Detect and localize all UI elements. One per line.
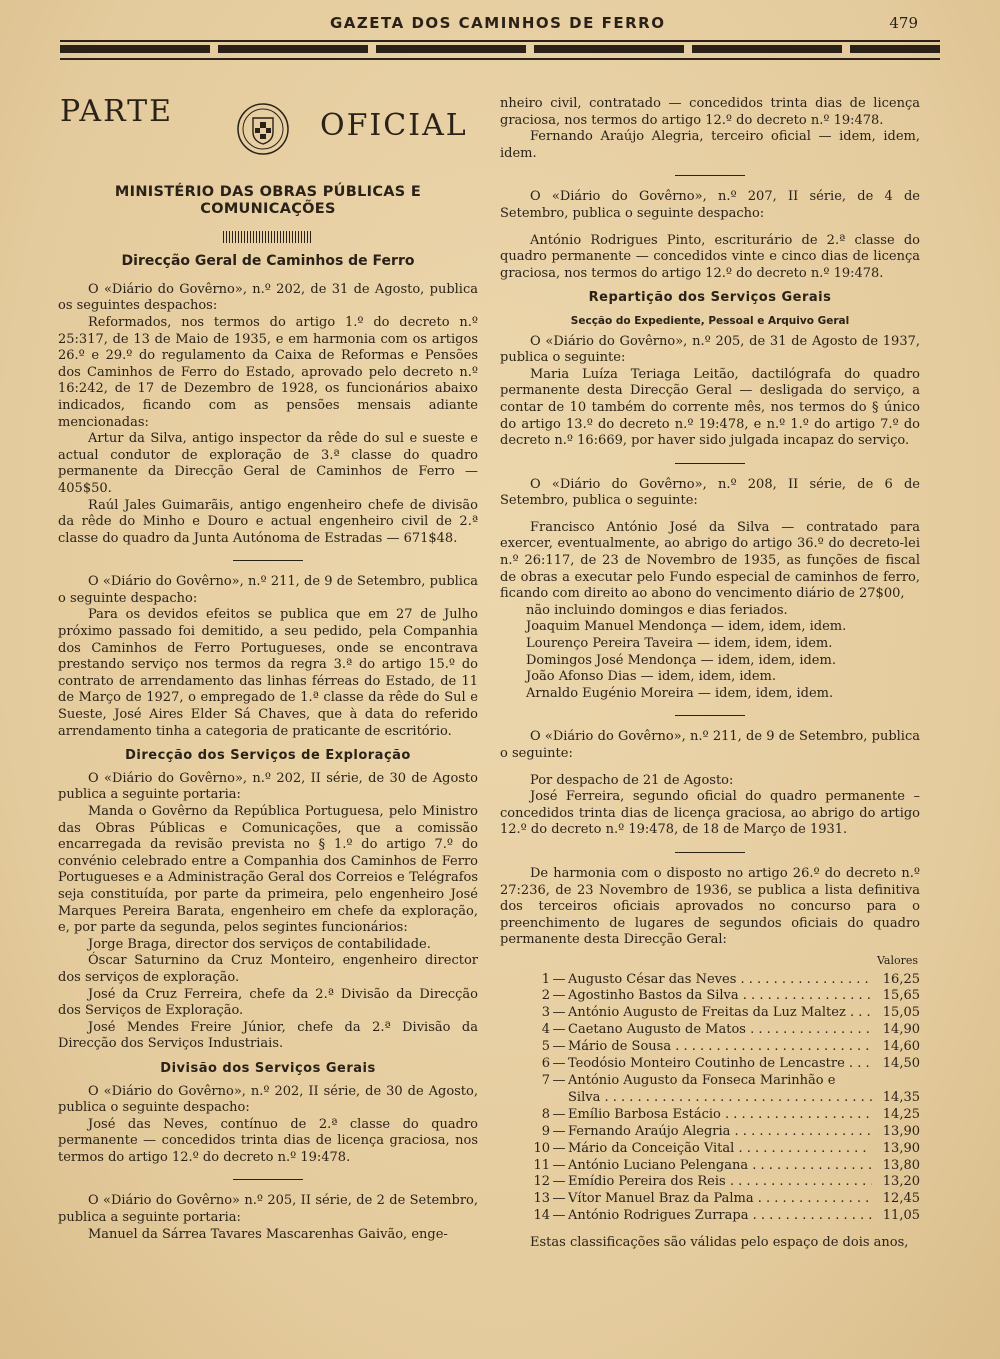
list-item: Joaquim Manuel Mendonça — idem, idem, idem.	[526, 619, 847, 635]
right-column	[500, 96, 920, 1252]
journal-title: GAZETA DOS CAMINHOS DE FERRO	[330, 14, 666, 32]
page-number: 479	[889, 14, 918, 32]
paragraph: O «Diário do Govêrno» n.º 205, II série, de 2 de Setembro, publica a seguinte portaria:	[58, 1193, 478, 1226]
classification-table	[500, 953, 920, 1225]
paragraph: Óscar Saturnino da Cruz Monteiro, engenheiro director dos serviços de exploração.	[58, 953, 478, 985]
paragraph: Artur da Silva, antigo inspector da rêde do sul e sueste e actual condutor de exploração de 3.ª classe do quadro permanente da Direcção Geral de Caminhos de Ferro — 405$50.	[58, 431, 478, 496]
table-row: 5 — Mário de Sousa . . . 14,60	[500, 1039, 920, 1056]
parte-word: PARTE	[60, 94, 174, 129]
oficial-word: OFICIAL	[320, 108, 468, 143]
ministry-heading: MINISTÉRIO DAS OBRAS PÚBLICAS E COMUNICAÇÕES	[114, 184, 422, 217]
list-item: Domingos José Mendonça — idem, idem, idem.	[526, 652, 836, 668]
paragraph: Para os devidos efeitos se publica que em 27 de Julho próximo passado foi demitido, a seu pedido, pela Companhia dos Caminhos de Ferro Portugueses, onde se encontrava prestando serviço nos termos da regra 3.ª do artigo 15.º do contrato de arrendamento das linhas férreas do Estado, de 11 de Março de 1927, o empregado de 1.ª classe da rêde do Sul e Sueste, José Aires Elder Sá Chaves, que à data do referido arrendamento tinha a categoria de praticante de escritório.	[58, 607, 478, 739]
table-row: 12 — Emídio Pereira dos Reis . . . 13,20	[500, 1174, 920, 1191]
separator-rule	[675, 463, 745, 464]
section-heading: Direcção Geral de Caminhos de Ferro	[121, 253, 415, 270]
paragraph: António Rodrigues Pinto, escriturário de 2.ª classe do quadro permanente — concedidos vinte e cinco dias de licença graciosa, nos termos do artigo 12.º do decreto n.º 19:478.	[500, 232, 920, 281]
paragraph: O «Diário do Govêrno», n.º 211, de 9 de Setembro, publica o seguinte:	[500, 729, 920, 761]
subsection-heading: Secção do Expediente, Pessoal e Arquivo Geral	[570, 314, 850, 327]
table-row: 6 — Teodósio Monteiro Coutinho de Lencastre . . . 14,50	[500, 1056, 920, 1073]
list-item: Lourenço Pereira Taveira — idem, idem, idem.	[526, 636, 833, 652]
left-column	[58, 96, 478, 1243]
paragraph: não incluindo domingos e dias feriados.	[526, 602, 788, 618]
parte-oficial-masthead	[58, 96, 478, 172]
table-row: 3 — António Augusto de Freitas da Luz Maltez . . . 15,05	[500, 1005, 920, 1022]
list-item: Arnaldo Eugénio Moreira — idem, idem, idem.	[526, 685, 834, 701]
paragraph: Fernando Araújo Alegria, terceiro oficial — idem, idem, idem.	[500, 129, 920, 161]
table-row: 13 — Vítor Manuel Braz da Palma . . . 12,45	[500, 1191, 920, 1208]
paragraph: O «Diário do Govêrno», n.º 208, II série, de 6 de Setembro, publica o seguinte:	[500, 476, 920, 509]
paragraph: Maria Luíza Teriaga Leitão, dactilógrafa do quadro permanente desta Direcção Geral — desligada do serviço, a contar de 10 também do corrente mês, nos termos do § único do artigo 13.º do decreto n.º 19:478, e n.º 1.º do artigo 7.º do decreto n.º 16:669, por haver sido julgada incapaz do serviço.	[500, 366, 920, 449]
table-row: 14 — António Rodrigues Zurrapa . . . 11,05	[500, 1208, 920, 1225]
paragraph: O «Diário do Govêrno», n.º 205, de 31 de Agosto de 1937, publica o seguinte:	[500, 333, 920, 366]
section-heading: Divisão dos Serviços Gerais	[160, 1060, 376, 1076]
paragraph: Manuel da Sárrea Tavares Mascarenhas Gaivão, enge-	[88, 1226, 448, 1242]
paragraph: O «Diário do Govêrno», n.º 211, de 9 de Setembro, publica o seguinte despacho:	[58, 574, 478, 606]
table-row: 9 — Fernando Araújo Alegria . . . 13,90	[500, 1124, 920, 1141]
coat-of-arms-icon	[236, 102, 290, 156]
table-row: 2 — Agostinho Bastos da Silva . . . 15,65	[500, 988, 920, 1005]
paragraph: Estas classificações são válidas pelo espaço de dois anos,	[530, 1235, 909, 1251]
header-rule	[60, 40, 940, 60]
table-row: 10 — Mário da Conceição Vital . . . 13,90	[500, 1141, 920, 1158]
table-header: Valores	[876, 953, 918, 967]
paragraph: O «Diário do Govêrno», n.º 207, II série, de 4 de Setembro, publica o seguinte despacho:	[500, 189, 920, 221]
paragraph: Reformados, nos termos do artigo 1.º do decreto n.º 25:317, de 13 de Maio de 1935, e em harmonia com os artigos 26.º e 29.º do regulamento da Caixa de Reformas e Pensões dos Caminhos de Ferro do Estado, aprovado pelo decreto n.º 16:242, de 17 de Dezembro de 1928, os funcionários abaixo indicados, ficando com as pensões mensais adiante mencionadas:	[58, 314, 478, 430]
separator-rule	[233, 1179, 303, 1180]
section-heading: Direcção dos Serviços de Exploração	[125, 748, 411, 764]
paragraph: O «Diário do Govêrno», n.º 202, II série, de 30 de Agosto publica a seguinte portaria:	[58, 770, 478, 803]
paragraph: José Mendes Freire Júnior, chefe da 2.ª Divisão da Direcção dos Serviços Industriais.	[58, 1019, 478, 1052]
paragraph: José das Neves, contínuo de 2.ª classe do quadro permanente — concedidos trinta dias de licença graciosa, nos termos do artigo 12.º do decreto n.º 19:478.	[58, 1116, 478, 1165]
list-item: João Afonso Dias — idem, idem, idem.	[526, 669, 776, 685]
paragraph: José da Cruz Ferreira, chefe da 2.ª Divisão da Direcção dos Serviços de Exploração.	[58, 986, 478, 1019]
paragraph: O «Diário do Govêrno», n.º 202, II série, de 30 de Agosto, publica o seguinte despacho:	[58, 1083, 478, 1116]
paragraph: Raúl Jales Guimarãis, antigo engenheiro chefe de divisão da rêde do Minho e Douro e actual engenheiro civil de 2.ª classe do quadro da Junta Autónoma de Estradas — 671$48.	[58, 497, 478, 546]
paragraph: O «Diário do Govêrno», n.º 202, de 31 de Agosto, publica os seguintes despachos:	[58, 281, 478, 314]
running-header	[60, 14, 940, 36]
paragraph: De harmonia com o disposto no artigo 26.º do decreto n.º 27:236, de 23 Novembro de 1936, se publica a lista definitiva dos terceiros oficiais aprovados no concurso para o preenchimento de lugares de segundos oficiais do quadro permanente desta Direcção Geral:	[500, 865, 920, 948]
paragraph: Por despacho de 21 de Agosto:	[530, 772, 734, 788]
paragraph: nheiro civil, contratado — concedidos trinta dias de licença graciosa, nos termos do artigo 12.º do decreto n.º 19:478.	[500, 96, 920, 128]
table-row: 11 — António Luciano Pelengana . . . 13,80	[500, 1158, 920, 1175]
paragraph: José Ferreira, segundo oficial do quadro permanente – concedidos trinta dias de licença graciosa, ao abrigo do artigo 12.º do decreto n.º 19:478, de 18 de Março de 1931.	[500, 789, 920, 838]
table-row: 1 — Augusto César das Neves . . . 16,25	[500, 972, 920, 989]
paragraph: Manda o Govêrno da República Portuguesa, pelo Ministro das Obras Públicas e Comunicações, que a comissão encarregada da revisão prevista no § 1.º do artigo 7.º do convénio celebrado entre a Companhia dos Caminhos de Ferro Portugueses e a Administração Geral dos Correios e Telégrafos seja constituída, por parte da primeira, pelo engenheiro José Marques Pereira Barata, engenheiro em chefe da exploração, e, por parte da segunda, pelos segintes funcionários:	[58, 804, 478, 936]
ornament-divider	[223, 231, 313, 243]
paragraph: Jorge Braga, director dos serviços de contabilidade.	[88, 936, 431, 952]
names-list	[500, 619, 920, 702]
paragraph: Francisco António José da Silva — contratado para exercer, eventualmente, ao abrigo do artigo 36.º do decreto-lei n.º 26:117, de 23 de Novembro de 1935, as funções de fiscal de obras a executar pelo Fundo especial de caminhos de ferro, ficando com direito ao abono do vencimento diário de 27$00,	[500, 519, 920, 602]
separator-rule	[675, 175, 745, 176]
separator-rule	[675, 715, 745, 716]
table-row: Silva . . . 14,35	[500, 1090, 920, 1107]
table-row: 8 — Emílio Barbosa Estácio . . . 14,25	[500, 1107, 920, 1124]
separator-rule	[233, 560, 303, 561]
section-heading: Repartição dos Serviços Gerais	[588, 290, 832, 306]
table-row: 4 — Caetano Augusto de Matos . . . 14,90	[500, 1022, 920, 1039]
separator-rule	[675, 852, 745, 853]
table-row: 7 — António Augusto da Fonseca Marinhão e	[541, 1072, 836, 1088]
